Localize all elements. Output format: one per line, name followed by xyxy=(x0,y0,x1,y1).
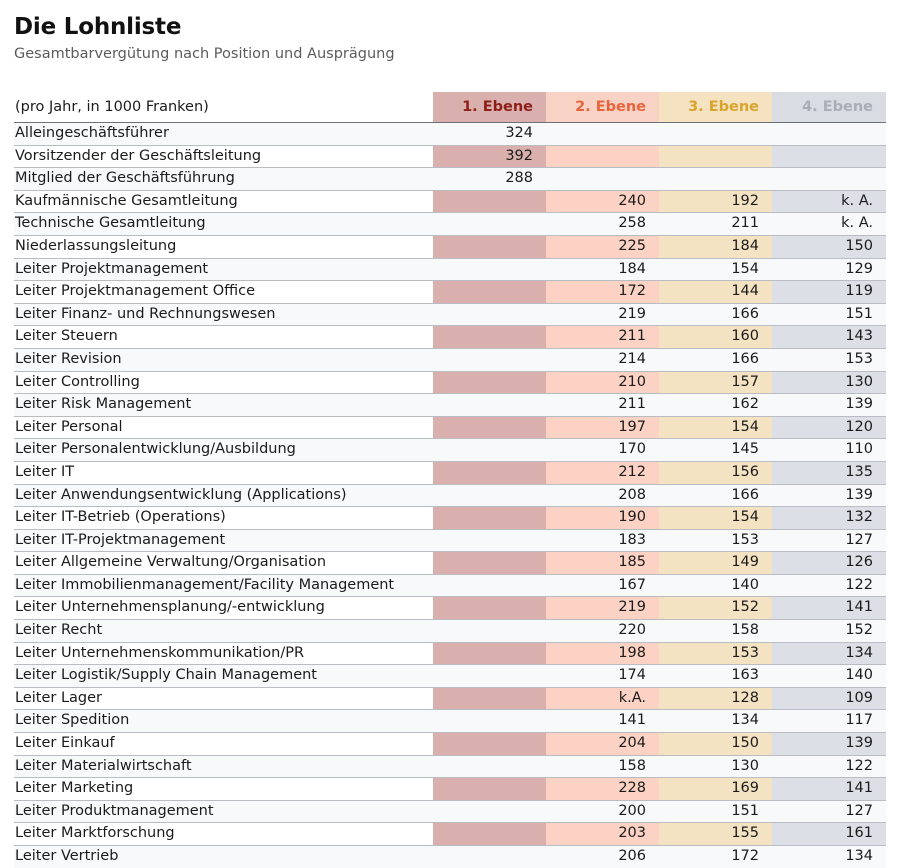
row-value-ebene-1 xyxy=(433,439,546,462)
row-position-label: Leiter Marktforschung xyxy=(14,823,433,846)
row-value-ebene-2: k.A. xyxy=(546,687,659,710)
column-header-ebene-3: 3. Ebene xyxy=(659,92,772,123)
page-subtitle: Gesamtbarvergütung nach Position und Ausprägung xyxy=(14,46,395,62)
row-position-label: Leiter Logistik/Supply Chain Management xyxy=(14,665,433,688)
row-value-ebene-2: 240 xyxy=(546,190,659,213)
row-value-ebene-4: 127 xyxy=(772,529,886,552)
row-value-ebene-3: 128 xyxy=(659,687,772,710)
row-value-ebene-4: 122 xyxy=(772,574,886,597)
table-row xyxy=(14,281,886,304)
row-value-ebene-2: 174 xyxy=(546,665,659,688)
row-position-label: Leiter Revision xyxy=(14,348,433,371)
table-row xyxy=(14,823,886,846)
row-position-label: Leiter Materialwirtschaft xyxy=(14,755,433,778)
row-value-ebene-1: 392 xyxy=(433,145,546,168)
row-value-ebene-4: 130 xyxy=(772,371,886,394)
row-value-ebene-1 xyxy=(433,281,546,304)
row-position-label: Leiter Finanz- und Rechnungswesen xyxy=(14,303,433,326)
row-value-ebene-4 xyxy=(772,145,886,168)
row-value-ebene-1 xyxy=(433,484,546,507)
row-value-ebene-4: 141 xyxy=(772,778,886,801)
row-value-ebene-4: 139 xyxy=(772,394,886,417)
row-value-ebene-2: 214 xyxy=(546,348,659,371)
table-row xyxy=(14,439,886,462)
unit-label: (pro Jahr, in 1000 Franken) xyxy=(14,92,433,123)
row-value-ebene-2 xyxy=(546,123,659,146)
row-value-ebene-3 xyxy=(659,168,772,191)
table-row xyxy=(14,416,886,439)
row-value-ebene-4: 143 xyxy=(772,326,886,349)
table-header xyxy=(14,92,886,123)
row-value-ebene-2: 158 xyxy=(546,755,659,778)
table-row xyxy=(14,597,886,620)
row-value-ebene-2: 211 xyxy=(546,394,659,417)
table-row xyxy=(14,778,886,801)
row-position-label: Leiter Recht xyxy=(14,620,433,643)
table-row xyxy=(14,687,886,710)
table-row xyxy=(14,461,886,484)
table-row xyxy=(14,394,886,417)
row-value-ebene-3: 149 xyxy=(659,552,772,575)
table-row xyxy=(14,303,886,326)
row-value-ebene-1 xyxy=(433,326,546,349)
row-value-ebene-2: 219 xyxy=(546,303,659,326)
row-value-ebene-1 xyxy=(433,620,546,643)
row-position-label: Leiter IT xyxy=(14,461,433,484)
row-value-ebene-3 xyxy=(659,123,772,146)
table-row xyxy=(14,235,886,258)
row-value-ebene-2 xyxy=(546,168,659,191)
row-value-ebene-4: 150 xyxy=(772,235,886,258)
row-value-ebene-2: 210 xyxy=(546,371,659,394)
row-position-label: Leiter Unternehmenskommunikation/PR xyxy=(14,642,433,665)
table-row xyxy=(14,529,886,552)
table-body xyxy=(14,123,886,868)
row-position-label: Leiter Lager xyxy=(14,687,433,710)
row-value-ebene-2: 204 xyxy=(546,733,659,756)
row-value-ebene-4: 151 xyxy=(772,303,886,326)
row-position-label: Leiter IT-Betrieb (Operations) xyxy=(14,507,433,530)
row-position-label: Niederlassungsleitung xyxy=(14,235,433,258)
row-value-ebene-2: 183 xyxy=(546,529,659,552)
table-row xyxy=(14,574,886,597)
row-value-ebene-3: 160 xyxy=(659,326,772,349)
row-position-label: Leiter Personalentwicklung/Ausbildung xyxy=(14,439,433,462)
row-value-ebene-1 xyxy=(433,733,546,756)
row-value-ebene-2: 172 xyxy=(546,281,659,304)
row-position-label: Vorsitzender der Geschäftsleitung xyxy=(14,145,433,168)
row-value-ebene-3: 163 xyxy=(659,665,772,688)
row-value-ebene-3: 166 xyxy=(659,348,772,371)
row-value-ebene-3: 155 xyxy=(659,823,772,846)
row-value-ebene-4: 119 xyxy=(772,281,886,304)
row-position-label: Leiter Personal xyxy=(14,416,433,439)
row-value-ebene-1 xyxy=(433,597,546,620)
row-value-ebene-4: 132 xyxy=(772,507,886,530)
table-row xyxy=(14,484,886,507)
row-value-ebene-4: 126 xyxy=(772,552,886,575)
row-value-ebene-3: 154 xyxy=(659,258,772,281)
row-value-ebene-2: 184 xyxy=(546,258,659,281)
table-row xyxy=(14,665,886,688)
row-value-ebene-4: 161 xyxy=(772,823,886,846)
row-value-ebene-3: 166 xyxy=(659,303,772,326)
row-value-ebene-1 xyxy=(433,574,546,597)
page-title: Die Lohnliste xyxy=(14,14,182,40)
row-value-ebene-2 xyxy=(546,145,659,168)
table-row xyxy=(14,733,886,756)
table-row xyxy=(14,168,886,191)
row-value-ebene-4: 134 xyxy=(772,846,886,868)
table-row xyxy=(14,755,886,778)
table-row xyxy=(14,371,886,394)
row-value-ebene-3: 144 xyxy=(659,281,772,304)
row-value-ebene-2: 258 xyxy=(546,213,659,236)
row-value-ebene-4: 110 xyxy=(772,439,886,462)
table-row xyxy=(14,552,886,575)
row-value-ebene-2: 225 xyxy=(546,235,659,258)
row-value-ebene-1 xyxy=(433,529,546,552)
table-row xyxy=(14,507,886,530)
row-value-ebene-4: 139 xyxy=(772,733,886,756)
table-row xyxy=(14,800,886,823)
table-row xyxy=(14,348,886,371)
row-value-ebene-3: 162 xyxy=(659,394,772,417)
row-value-ebene-1: 324 xyxy=(433,123,546,146)
row-value-ebene-2: 198 xyxy=(546,642,659,665)
row-value-ebene-3: 157 xyxy=(659,371,772,394)
table-row xyxy=(14,642,886,665)
row-value-ebene-2: 212 xyxy=(546,461,659,484)
row-value-ebene-3: 151 xyxy=(659,800,772,823)
row-value-ebene-2: 206 xyxy=(546,846,659,868)
row-value-ebene-4: 129 xyxy=(772,258,886,281)
row-value-ebene-4: 122 xyxy=(772,755,886,778)
row-value-ebene-2: 200 xyxy=(546,800,659,823)
row-value-ebene-1 xyxy=(433,371,546,394)
column-header-ebene-1: 1. Ebene xyxy=(433,92,546,123)
row-value-ebene-1 xyxy=(433,552,546,575)
row-value-ebene-4: 140 xyxy=(772,665,886,688)
row-value-ebene-2: 167 xyxy=(546,574,659,597)
row-value-ebene-3: 166 xyxy=(659,484,772,507)
row-position-label: Leiter Unternehmensplanung/-entwicklung xyxy=(14,597,433,620)
row-position-label: Leiter Immobilienmanagement/Facility Management xyxy=(14,574,433,597)
table-row xyxy=(14,213,886,236)
row-position-label: Leiter Risk Management xyxy=(14,394,433,417)
row-value-ebene-4: 134 xyxy=(772,642,886,665)
row-value-ebene-3: 211 xyxy=(659,213,772,236)
row-value-ebene-4: 139 xyxy=(772,484,886,507)
row-value-ebene-2: 170 xyxy=(546,439,659,462)
row-value-ebene-2: 203 xyxy=(546,823,659,846)
row-value-ebene-2: 211 xyxy=(546,326,659,349)
row-value-ebene-1 xyxy=(433,710,546,733)
row-value-ebene-3: 154 xyxy=(659,507,772,530)
row-value-ebene-1 xyxy=(433,665,546,688)
row-value-ebene-3: 150 xyxy=(659,733,772,756)
row-value-ebene-2: 219 xyxy=(546,597,659,620)
row-value-ebene-1 xyxy=(433,190,546,213)
row-value-ebene-3: 154 xyxy=(659,416,772,439)
row-value-ebene-4: 152 xyxy=(772,620,886,643)
row-value-ebene-1 xyxy=(433,823,546,846)
row-value-ebene-3: 153 xyxy=(659,642,772,665)
table-header-row xyxy=(14,92,886,123)
table-row xyxy=(14,123,886,146)
row-value-ebene-3: 192 xyxy=(659,190,772,213)
column-header-ebene-2: 2. Ebene xyxy=(546,92,659,123)
row-position-label: Technische Gesamtleitung xyxy=(14,213,433,236)
row-value-ebene-1 xyxy=(433,778,546,801)
salary-table xyxy=(14,92,886,868)
table-row xyxy=(14,620,886,643)
row-value-ebene-3: 145 xyxy=(659,439,772,462)
row-position-label: Leiter Marketing xyxy=(14,778,433,801)
row-value-ebene-4: 153 xyxy=(772,348,886,371)
row-position-label: Leiter Projektmanagement Office xyxy=(14,281,433,304)
row-position-label: Leiter Spedition xyxy=(14,710,433,733)
row-position-label: Leiter Controlling xyxy=(14,371,433,394)
row-value-ebene-4: 120 xyxy=(772,416,886,439)
row-value-ebene-3: 153 xyxy=(659,529,772,552)
row-value-ebene-3: 152 xyxy=(659,597,772,620)
row-value-ebene-3 xyxy=(659,145,772,168)
row-value-ebene-2: 190 xyxy=(546,507,659,530)
row-value-ebene-4: 135 xyxy=(772,461,886,484)
row-position-label: Leiter IT-Projektmanagement xyxy=(14,529,433,552)
row-position-label: Kaufmännische Gesamtleitung xyxy=(14,190,433,213)
row-value-ebene-1 xyxy=(433,687,546,710)
row-value-ebene-4: 109 xyxy=(772,687,886,710)
row-value-ebene-3: 140 xyxy=(659,574,772,597)
row-value-ebene-1 xyxy=(433,800,546,823)
row-position-label: Leiter Projektmanagement xyxy=(14,258,433,281)
row-value-ebene-1 xyxy=(433,303,546,326)
table-row xyxy=(14,190,886,213)
row-position-label: Mitglied der Geschäftsführung xyxy=(14,168,433,191)
row-value-ebene-4: 117 xyxy=(772,710,886,733)
row-position-label: Leiter Steuern xyxy=(14,326,433,349)
row-value-ebene-1 xyxy=(433,258,546,281)
row-value-ebene-1 xyxy=(433,461,546,484)
row-value-ebene-3: 158 xyxy=(659,620,772,643)
table-row xyxy=(14,710,886,733)
row-value-ebene-3: 130 xyxy=(659,755,772,778)
column-header-ebene-4: 4. Ebene xyxy=(772,92,886,123)
row-value-ebene-3: 172 xyxy=(659,846,772,868)
row-value-ebene-4: 141 xyxy=(772,597,886,620)
row-value-ebene-1 xyxy=(433,394,546,417)
row-position-label: Alleingeschäftsführer xyxy=(14,123,433,146)
table-row xyxy=(14,145,886,168)
row-value-ebene-1 xyxy=(433,416,546,439)
row-value-ebene-2: 185 xyxy=(546,552,659,575)
row-value-ebene-1: 288 xyxy=(433,168,546,191)
row-value-ebene-2: 197 xyxy=(546,416,659,439)
row-value-ebene-2: 141 xyxy=(546,710,659,733)
table-row xyxy=(14,326,886,349)
row-value-ebene-1 xyxy=(433,507,546,530)
row-value-ebene-2: 208 xyxy=(546,484,659,507)
row-value-ebene-1 xyxy=(433,235,546,258)
row-position-label: Leiter Anwendungsentwicklung (Applications) xyxy=(14,484,433,507)
row-value-ebene-2: 220 xyxy=(546,620,659,643)
row-position-label: Leiter Vertrieb xyxy=(14,846,433,868)
row-value-ebene-4: 127 xyxy=(772,800,886,823)
row-value-ebene-4: k. A. xyxy=(772,190,886,213)
row-value-ebene-3: 156 xyxy=(659,461,772,484)
row-position-label: Leiter Produktmanagement xyxy=(14,800,433,823)
row-value-ebene-4: k. A. xyxy=(772,213,886,236)
table-row xyxy=(14,258,886,281)
row-value-ebene-4 xyxy=(772,123,886,146)
row-value-ebene-3: 169 xyxy=(659,778,772,801)
row-value-ebene-1 xyxy=(433,348,546,371)
row-value-ebene-3: 134 xyxy=(659,710,772,733)
row-position-label: Leiter Allgemeine Verwaltung/Organisation xyxy=(14,552,433,575)
row-value-ebene-1 xyxy=(433,213,546,236)
row-value-ebene-4 xyxy=(772,168,886,191)
row-position-label: Leiter Einkauf xyxy=(14,733,433,756)
row-value-ebene-1 xyxy=(433,642,546,665)
row-value-ebene-3: 184 xyxy=(659,235,772,258)
row-value-ebene-1 xyxy=(433,755,546,778)
row-value-ebene-2: 228 xyxy=(546,778,659,801)
